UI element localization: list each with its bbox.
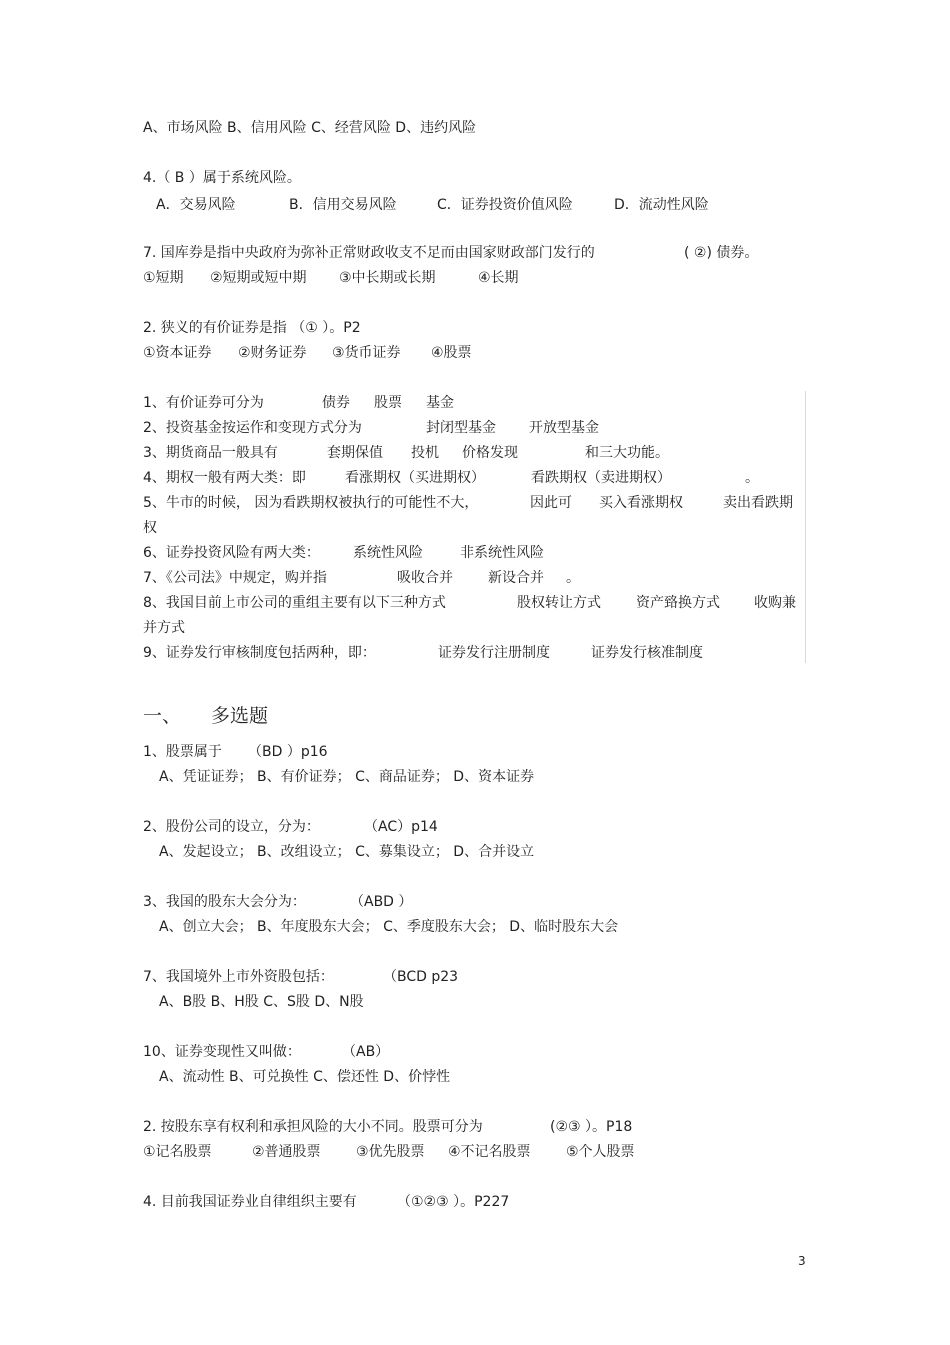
mq-question: 2. 按股东享有权利和承担风险的大小不同。股票可分为: [143, 1119, 483, 1135]
mq-7-options: A、B股 B、H股 C、S股 D、N股: [159, 994, 364, 1010]
mq-question: 2、股份公司的设立，分为：: [143, 819, 320, 835]
mq-10-options: A、流动性 B、可兑换性 C、偿还性 D、价悖性: [159, 1069, 451, 1085]
q7-text-b: ( ②) 债券。: [684, 245, 759, 261]
fill-prefix: 4、期权一般有两大类：即: [143, 470, 306, 486]
mq-1-options: A、凭证证券； B、有价证券； C、商品证券； D、资本证券: [159, 769, 535, 785]
q4-option-c: C．证券投资价值风险: [437, 197, 573, 213]
mq-question: 7、我国境外上市外资股包括：: [143, 969, 334, 985]
fill-answer: 非系统性风险: [460, 545, 544, 561]
fill-answer: 基金: [426, 395, 454, 411]
fill-prefix: 7、《公司法》中规定，购并指: [143, 570, 327, 586]
fill-prefix: 9、证券发行审核制度包括两种，即：: [143, 645, 376, 661]
fill-answer: 证券发行注册制度: [438, 645, 550, 661]
q7-option-2: ②短期或短中期: [210, 270, 307, 286]
fill-answer: 价格发现: [462, 445, 518, 461]
mq-10: [0, 1042, 950, 1102]
fill-answer: 资产臵换方式: [636, 595, 720, 611]
fill-answer: 开放型基金: [529, 420, 599, 436]
fill-answer: 封闭型基金: [426, 420, 496, 436]
mq-question: 4. 目前我国证券业自律组织主要有: [143, 1194, 357, 1210]
q4-option-b: B．信用交易风险: [289, 197, 397, 213]
fill-answer: 系统性风险: [353, 545, 423, 561]
mq-option: ⑤个人股票: [566, 1144, 635, 1160]
q4-text: 4.（ B ）属于系统风险。: [143, 170, 301, 186]
q4-option-a: A．交易风险: [156, 197, 236, 213]
mq-question: 1、股票属于: [143, 744, 222, 760]
fill-answer: 买入看涨期权: [599, 495, 683, 511]
section-number: 一、: [143, 705, 182, 727]
fill-prefix: 8、我国目前上市公司的重组主要有以下三种方式: [143, 595, 446, 611]
fill-answer: 和三大功能。: [585, 445, 669, 461]
mq-2-options: A、发起设立； B、改组设立； C、募集设立； D、合并设立: [159, 844, 535, 860]
fill-item-5-cont: 权: [143, 520, 157, 536]
mq-answer: （ABD ）: [350, 894, 413, 910]
mq-option: ③优先股票: [356, 1144, 425, 1160]
q3-options: A、市场风险 B、信用风险 C、经营风险 D、违约风险: [143, 120, 477, 136]
mq-option: ①记名股票: [143, 1144, 212, 1160]
q2-option-2: ②财务证券: [238, 345, 307, 361]
q2-option-1: ①资本证券: [143, 345, 212, 361]
mq-3-options: A、创立大会； B、年度股东大会； C、季度股东大会； D、临时股东大会: [159, 919, 619, 935]
fill-prefix: 6、证券投资风险有两大类：: [143, 545, 320, 561]
fill-answer: 吸收合并: [397, 570, 453, 586]
fill-answer: 卖出看跌期: [723, 495, 793, 511]
fill-answer: 看涨期权（买进期权）: [345, 470, 485, 486]
fill-answer: 套期保值: [327, 445, 383, 461]
fill-answer: 投机: [411, 445, 439, 461]
fill-answer: 债券: [322, 395, 350, 411]
q2-option-3: ③货币证券: [332, 345, 401, 361]
q7-option-4: ④长期: [478, 270, 519, 286]
q7-option-3: ③中长期或长期: [339, 270, 436, 286]
mq-answer: （AC）p14: [364, 819, 438, 835]
q4-option-d: D．流动性风险: [614, 197, 709, 213]
page-number: 3: [798, 1254, 806, 1268]
mq-question: 10、证券变现性又叫做：: [143, 1044, 301, 1060]
fill-answer: 因此可: [530, 495, 572, 511]
mq-answer: （AB）: [342, 1044, 390, 1060]
mq-option: ④不记名股票: [448, 1144, 531, 1160]
mq-question: 3、我国的股东大会分为：: [143, 894, 306, 910]
fill-prefix: 1、有价证券可分为: [143, 395, 264, 411]
fill-answer: 收购兼: [754, 595, 796, 611]
fill-answer: 新设合并: [488, 570, 544, 586]
mq-answer: （BCD p23: [383, 969, 459, 985]
section-title: 多选题: [211, 705, 269, 727]
q7-text-a: 7. 国库券是指中央政府为弥补正常财政收支不足而由国家财政部门发行的: [143, 245, 595, 261]
fill-answer: 。: [566, 570, 580, 586]
q2-text: 2. 狭义的有价证券是指 （① ）。P2: [143, 320, 361, 336]
mq-7: [0, 967, 950, 1027]
fill-item-8-cont: 并方式: [143, 620, 185, 636]
fill-answer: 股票: [374, 395, 402, 411]
mq-answer: (②③ ）。P18: [550, 1119, 633, 1135]
mq-option: ②普通股票: [252, 1144, 321, 1160]
q7-option-1: ①短期: [143, 270, 184, 286]
fill-prefix: 2、投资基金按运作和变现方式分为: [143, 420, 362, 436]
mq-answer: （BD ）p16: [248, 744, 328, 760]
fill-answer: 证券发行核准制度: [591, 645, 703, 661]
fill-prefix: 5、牛市的时候， 因为看跌期权被执行的可能性不大，: [143, 495, 479, 511]
fill-answer: 。: [745, 470, 759, 486]
mq-answer: （①②③ ）。P227: [397, 1194, 510, 1210]
q2-option-4: ④股票: [431, 345, 472, 361]
mq-4b: [0, 1192, 950, 1252]
fill-prefix: 3、期货商品一般具有: [143, 445, 278, 461]
fill-answer: 看跌期权（卖进期权）: [531, 470, 671, 486]
fill-answer: 股权转让方式: [517, 595, 601, 611]
